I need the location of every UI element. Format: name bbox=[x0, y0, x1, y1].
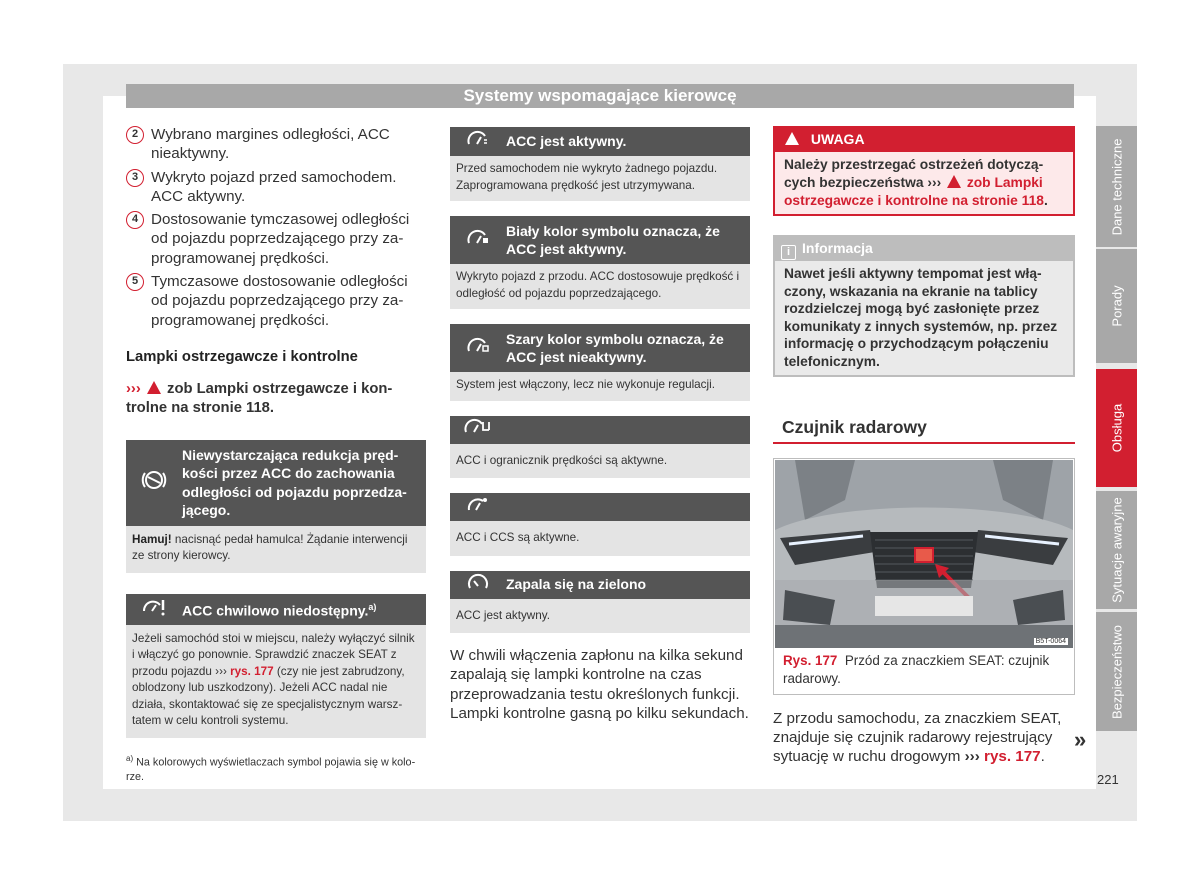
acc-inactive-icon bbox=[450, 337, 506, 360]
indicator-header bbox=[450, 416, 750, 444]
continue-icon: » bbox=[1074, 727, 1087, 752]
footnote: $^{a)}$ Na kolorowych wyświetlaczach symbol pojawia się w kolorze. bbox=[126, 753, 416, 783]
info-text: Nawet jeśli aktywny tempomat jest włączony, wskazania na ekranie na tablicy rozdzielczej mogą być zasłonięte przez komunikaty z innych systemów, np. przez informację o przychodzącym połączeniu telefonicznym. bbox=[773, 261, 1075, 377]
indicator-header bbox=[450, 127, 750, 156]
indicator-description: Wykryto pojazd z przodu. ACC dostosowuje prędkość i odległość od pojazdu poprzedzającego. bbox=[450, 264, 750, 309]
side-tab-porady[interactable]: Porady bbox=[1096, 249, 1137, 363]
page-number: 221 bbox=[1097, 772, 1119, 787]
indicator-box bbox=[126, 594, 426, 738]
arrows-icon: ››› bbox=[126, 380, 141, 397]
acc-limiter-icon bbox=[450, 418, 506, 441]
indicator-description: ACC i ogranicznik prędkości są aktywne. bbox=[450, 444, 750, 479]
indicator-header bbox=[450, 571, 750, 599]
indicator-title: ACC chwilowo niedostępny.$^{a)}$ bbox=[182, 602, 377, 620]
info-box bbox=[773, 235, 1075, 377]
indicator-header bbox=[126, 594, 426, 625]
list-item-text: Tymczasowe dostosowanie odległości od pojazdu poprzedzającego przy zaprogramowanej prędkości. bbox=[151, 273, 408, 329]
indicator-header bbox=[450, 493, 750, 521]
acc-unavailable-icon bbox=[126, 597, 182, 622]
info-header: i Informacja bbox=[773, 235, 1075, 261]
cross-reference[interactable]: zob Lampki ostrzegawcze i kontrolne na stronie 118 bbox=[784, 175, 1044, 208]
speedometer-icon bbox=[450, 573, 506, 596]
figure-caption: Rys. 177 Przód za znaczkiem SEAT: czujnik radarowy. bbox=[783, 652, 1050, 687]
acc-vehicle-detected-icon bbox=[450, 229, 506, 252]
list-item bbox=[126, 272, 426, 330]
column-right bbox=[773, 126, 1075, 766]
indicator-box bbox=[450, 324, 750, 401]
figure bbox=[773, 458, 1075, 695]
list-item-text: Dostosowanie tymczasowej odległości od pojazdu poprzedzającego przy zaprogramowanej prędkości. bbox=[151, 211, 410, 267]
warning-triangle-icon bbox=[147, 381, 161, 394]
figure-link[interactable]: rys. 177 bbox=[984, 748, 1041, 766]
figure-link[interactable]: rys. 177 bbox=[230, 664, 274, 678]
acc-ccs-icon bbox=[450, 496, 506, 519]
indicator-header bbox=[450, 216, 750, 264]
section-title: Czujnik radarowy bbox=[773, 417, 1075, 444]
list-item bbox=[126, 210, 426, 268]
indicator-description: Hamuj! nacisnąć pedał hamulca! Żądanie interwencji ze strony kierowcy. bbox=[126, 526, 426, 573]
list-item bbox=[126, 125, 426, 164]
indicator-title: Niewystarczająca redukcja prędkości przez ACC do zachowania odległości od pojazdu poprzedzającego. bbox=[182, 446, 407, 519]
warning-triangle-icon bbox=[785, 132, 799, 145]
number-badge: 3 bbox=[126, 169, 144, 187]
warning-text: Należy przestrzegać ostrzeżeń dotyczących bezpieczeństwa ››› zob Lampki ostrzegawcze i kontrolne na stronie 118. bbox=[773, 152, 1075, 216]
number-badge: 4 bbox=[126, 211, 144, 229]
indicator-box bbox=[450, 493, 750, 556]
warning-box bbox=[773, 126, 1075, 216]
figure-code: B5T-0064 bbox=[1035, 637, 1066, 645]
car-front-image bbox=[775, 460, 1073, 648]
page-title: Systemy wspomagające kierowcę bbox=[126, 84, 1074, 108]
indicator-title: Szary kolor symbolu oznacza, że ACC jest nieaktywny. bbox=[506, 330, 724, 365]
cross-reference-text: zob Lampki ostrzegawcze i kontrolne na stronie 118 bbox=[126, 380, 393, 416]
side-tab-bezpieczenstwo[interactable]: Bezpieczeństwo bbox=[1096, 612, 1137, 731]
warning-header: UWAGA bbox=[773, 126, 1075, 152]
brake-warning-icon bbox=[126, 469, 182, 496]
indicator-title: Biały kolor symbolu oznacza, że ACC jest aktywny. bbox=[506, 222, 720, 257]
list-item bbox=[126, 168, 426, 207]
info-icon: i bbox=[781, 245, 796, 260]
indicator-box bbox=[450, 127, 750, 201]
indicator-title: ACC jest aktywny. bbox=[506, 133, 627, 150]
acc-active-icon bbox=[450, 130, 506, 153]
indicator-header bbox=[450, 324, 750, 372]
indicator-box bbox=[126, 440, 426, 573]
column-middle bbox=[450, 127, 750, 723]
indicator-description: System jest włączony, lecz nie wykonuje regulacji. bbox=[450, 372, 750, 401]
number-badge: 5 bbox=[126, 273, 144, 291]
indicator-description: ACC jest aktywny. bbox=[450, 599, 750, 634]
list-item-text: Wykryto pojazd przed samochodem. ACC aktywny. bbox=[151, 168, 397, 205]
warning-triangle-icon bbox=[947, 175, 961, 188]
side-tab-obsluga[interactable]: Obsługa bbox=[1096, 369, 1137, 487]
indicator-box bbox=[450, 416, 750, 479]
indicator-description: Przed samochodem nie wykryto żadnego pojazdu. Zaprogramowana prędkość jest utrzymywana. bbox=[450, 156, 750, 201]
number-badge: 2 bbox=[126, 126, 144, 144]
indicator-header bbox=[126, 440, 426, 526]
indicator-description: ACC i CCS są aktywne. bbox=[450, 521, 750, 556]
indicator-title: Zapala się na zielono bbox=[506, 576, 647, 593]
side-tab-sytuacje-awaryjne[interactable]: Sytuacje awaryjne bbox=[1096, 491, 1137, 609]
paragraph: W chwili włączenia zapłonu na kilka sekund zapalają się lampki kontrolne na czas przeprowadzania testu określonych funkcji. Lampki kontrolne gasną po kilku sekundach. bbox=[450, 647, 749, 722]
indicator-box bbox=[450, 216, 750, 309]
cross-reference[interactable]: ››› zob Lampki ostrzegawcze i kontrolne na stronie 118. bbox=[126, 380, 393, 416]
column-left bbox=[126, 125, 426, 784]
side-tab-dane-techniczne[interactable]: Dane techniczne bbox=[1096, 126, 1137, 247]
indicator-box bbox=[450, 571, 750, 634]
list-item-text: Wybrano margines odległości, ACC nieaktywny. bbox=[151, 126, 390, 163]
paragraph: Z przodu samochodu, za znaczkiem SEAT, znajduje się czujnik radarowy rejestrujący sytuację w ruchu drogowym ››› rys. 177. bbox=[773, 709, 1062, 766]
subheading: Lampki ostrzegawcze i kontrolne bbox=[126, 348, 358, 365]
indicator-description: Jeżeli samochód stoi w miejscu, należy wyłączyć silnik i włączyć go ponownie. Sprawdzić znaczek SEAT z przodu pojazdu ››› rys. 177 (czy nie jest zabrudzony, oblodzony lub uszkodzony). Jeżeli ACC nadal nie działa, skontaktować się ze specjalistycznym warsztatem w celu kontroli systemu. bbox=[126, 625, 426, 738]
